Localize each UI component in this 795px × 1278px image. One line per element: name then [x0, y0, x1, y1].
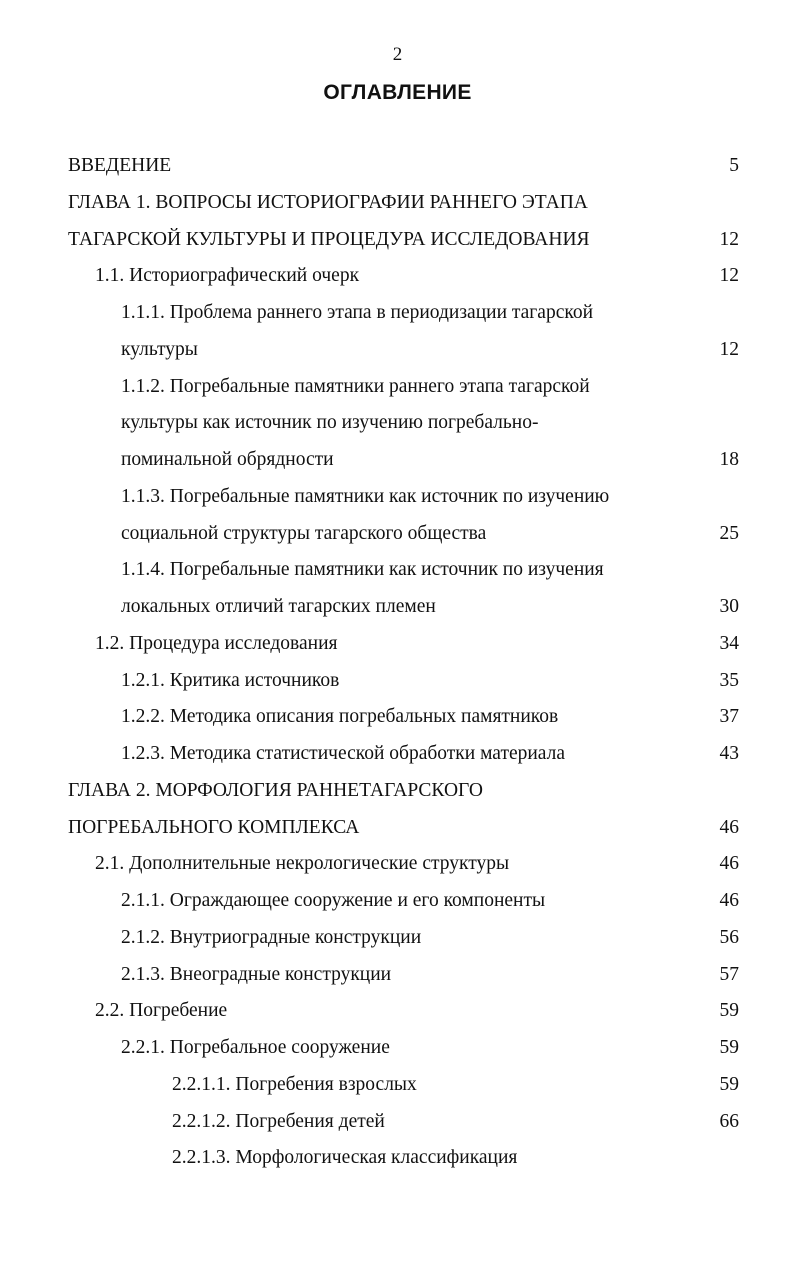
toc-entry — [0, 883, 795, 920]
toc-entry-title: 2.2.1.3. Морфологическая классификация — [172, 1147, 518, 1169]
toc-entry-page-number: 12 — [719, 338, 739, 360]
toc-entry — [0, 258, 795, 295]
toc-entry — [0, 405, 795, 442]
toc-entry-title: поминальной обрядности — [121, 449, 334, 470]
toc-entry-title: 1.1.2. Погребальные памятники раннего этапа тагарской — [121, 375, 590, 397]
toc-entry-page-number: 25 — [719, 522, 739, 544]
toc-entry-page-number: 59 — [719, 1000, 739, 1022]
toc-entry-title: 1.1. Историографический очерк — [95, 265, 360, 287]
page-title: ОГЛАВЛЕНИЕ — [323, 81, 472, 104]
toc-entry-page-number: 46 — [719, 853, 739, 875]
toc-entry-page-number: 12 — [719, 265, 739, 287]
toc-entry — [0, 810, 795, 847]
toc-entry — [0, 295, 795, 332]
toc-entry-title: 1.2. Процедура исследования — [95, 632, 338, 654]
toc-entry — [0, 222, 795, 259]
toc-entry-title: 1.2.3. Методика статистической обработки материала — [121, 743, 566, 764]
toc-entry-title: 2.1.1. Ограждающее сооружение и его компоненты — [121, 890, 546, 911]
toc-entry-page-number: 66 — [719, 1110, 739, 1132]
toc-entry-page-number: 30 — [719, 596, 739, 617]
toc-entry-title: ПОГРЕБАЛЬНОГО КОМПЛЕКСА — [68, 816, 360, 838]
toc-entry-title: 2.2.1. Погребальное сооружение — [121, 1037, 390, 1058]
toc-entry — [0, 1030, 795, 1067]
toc-entry-page-number: 12 — [719, 228, 739, 250]
toc-entry — [0, 993, 795, 1030]
toc-entry-page-number: 18 — [719, 449, 739, 470]
toc-entry — [0, 957, 795, 994]
toc-entry-page-number: 56 — [719, 926, 739, 948]
toc-entry-title: 2.1.3. Внеоградные конструкции — [121, 963, 392, 985]
toc-entry — [0, 185, 795, 222]
toc-entry-page-number: 59 — [719, 1073, 739, 1095]
toc-entry — [0, 332, 795, 369]
toc-entry-title: культуры — [121, 338, 198, 360]
toc-entry-page-number: 59 — [719, 1037, 739, 1058]
toc-entry-title: 1.1.4. Погребальные памятники как источник по изучения — [121, 559, 604, 581]
toc-entry-title: культуры как источник по изучению погребально- — [121, 412, 539, 434]
toc-entry — [0, 552, 795, 589]
toc-entry-page-number: 5 — [729, 155, 739, 176]
toc-entry — [0, 479, 795, 516]
page-number: 2 — [392, 44, 403, 65]
toc-entry-title: 2.2.1.1. Погребения взрослых — [172, 1073, 417, 1095]
toc-entry — [0, 516, 795, 553]
toc-entry-title: 1.1.1. Проблема раннего этапа в периодизации тагарской — [121, 302, 594, 323]
toc-entry-title: 1.2.1. Критика источников — [121, 669, 340, 691]
toc-entry-page-number: 57 — [719, 963, 739, 985]
toc-entry — [0, 699, 795, 736]
toc-entry-title: локальных отличий тагарских племен — [121, 596, 436, 617]
toc-entry-title: 2.1.2. Внутриоградные конструкции — [121, 926, 422, 948]
toc-entry-title: социальной структуры тагарского общества — [121, 522, 487, 544]
toc-entry — [0, 589, 795, 626]
toc-entry — [0, 148, 795, 185]
toc-entry-page-number: 34 — [719, 632, 739, 654]
toc-entry-page-number: 43 — [719, 743, 739, 764]
toc-entry-title: 2.2.1.2. Погребения детей — [172, 1110, 385, 1132]
toc-entry — [0, 773, 795, 810]
toc-entry — [0, 663, 795, 700]
toc-entry-title: 2.2. Погребение — [95, 1000, 228, 1022]
toc-entry-title: ВВЕДЕНИЕ — [68, 155, 172, 176]
toc-entry — [0, 1140, 795, 1177]
toc-entry-title: ТАГАРСКОЙ КУЛЬТУРЫ И ПРОЦЕДУРА ИССЛЕДОВАНИЯ — [68, 228, 590, 250]
toc-entry — [0, 369, 795, 406]
toc-entry-page-number: 46 — [719, 816, 739, 838]
toc-entry — [0, 626, 795, 663]
toc-entry — [0, 442, 795, 479]
toc-entry — [0, 846, 795, 883]
toc-entry-title: 1.1.3. Погребальные памятники как источник по изучению — [121, 485, 610, 507]
toc-entry-page-number: 46 — [719, 890, 739, 911]
toc-entry-title: ГЛАВА 2. МОРФОЛОГИЯ РАННЕТАГАРСКОГО — [68, 779, 483, 801]
table-of-contents — [0, 148, 795, 1177]
toc-entry-title: 2.1. Дополнительные некрологические структуры — [95, 853, 510, 875]
toc-entry — [0, 920, 795, 957]
toc-entry-title: 1.2.2. Методика описания погребальных памятников — [121, 706, 559, 728]
toc-entry-page-number: 37 — [719, 706, 739, 728]
toc-entry-page-number: 35 — [719, 669, 739, 691]
toc-entry — [0, 1067, 795, 1104]
toc-entry — [0, 1104, 795, 1141]
toc-entry — [0, 736, 795, 773]
toc-entry-title: ГЛАВА 1. ВОПРОСЫ ИСТОРИОГРАФИИ РАННЕГО ЭТАПА — [68, 191, 588, 213]
